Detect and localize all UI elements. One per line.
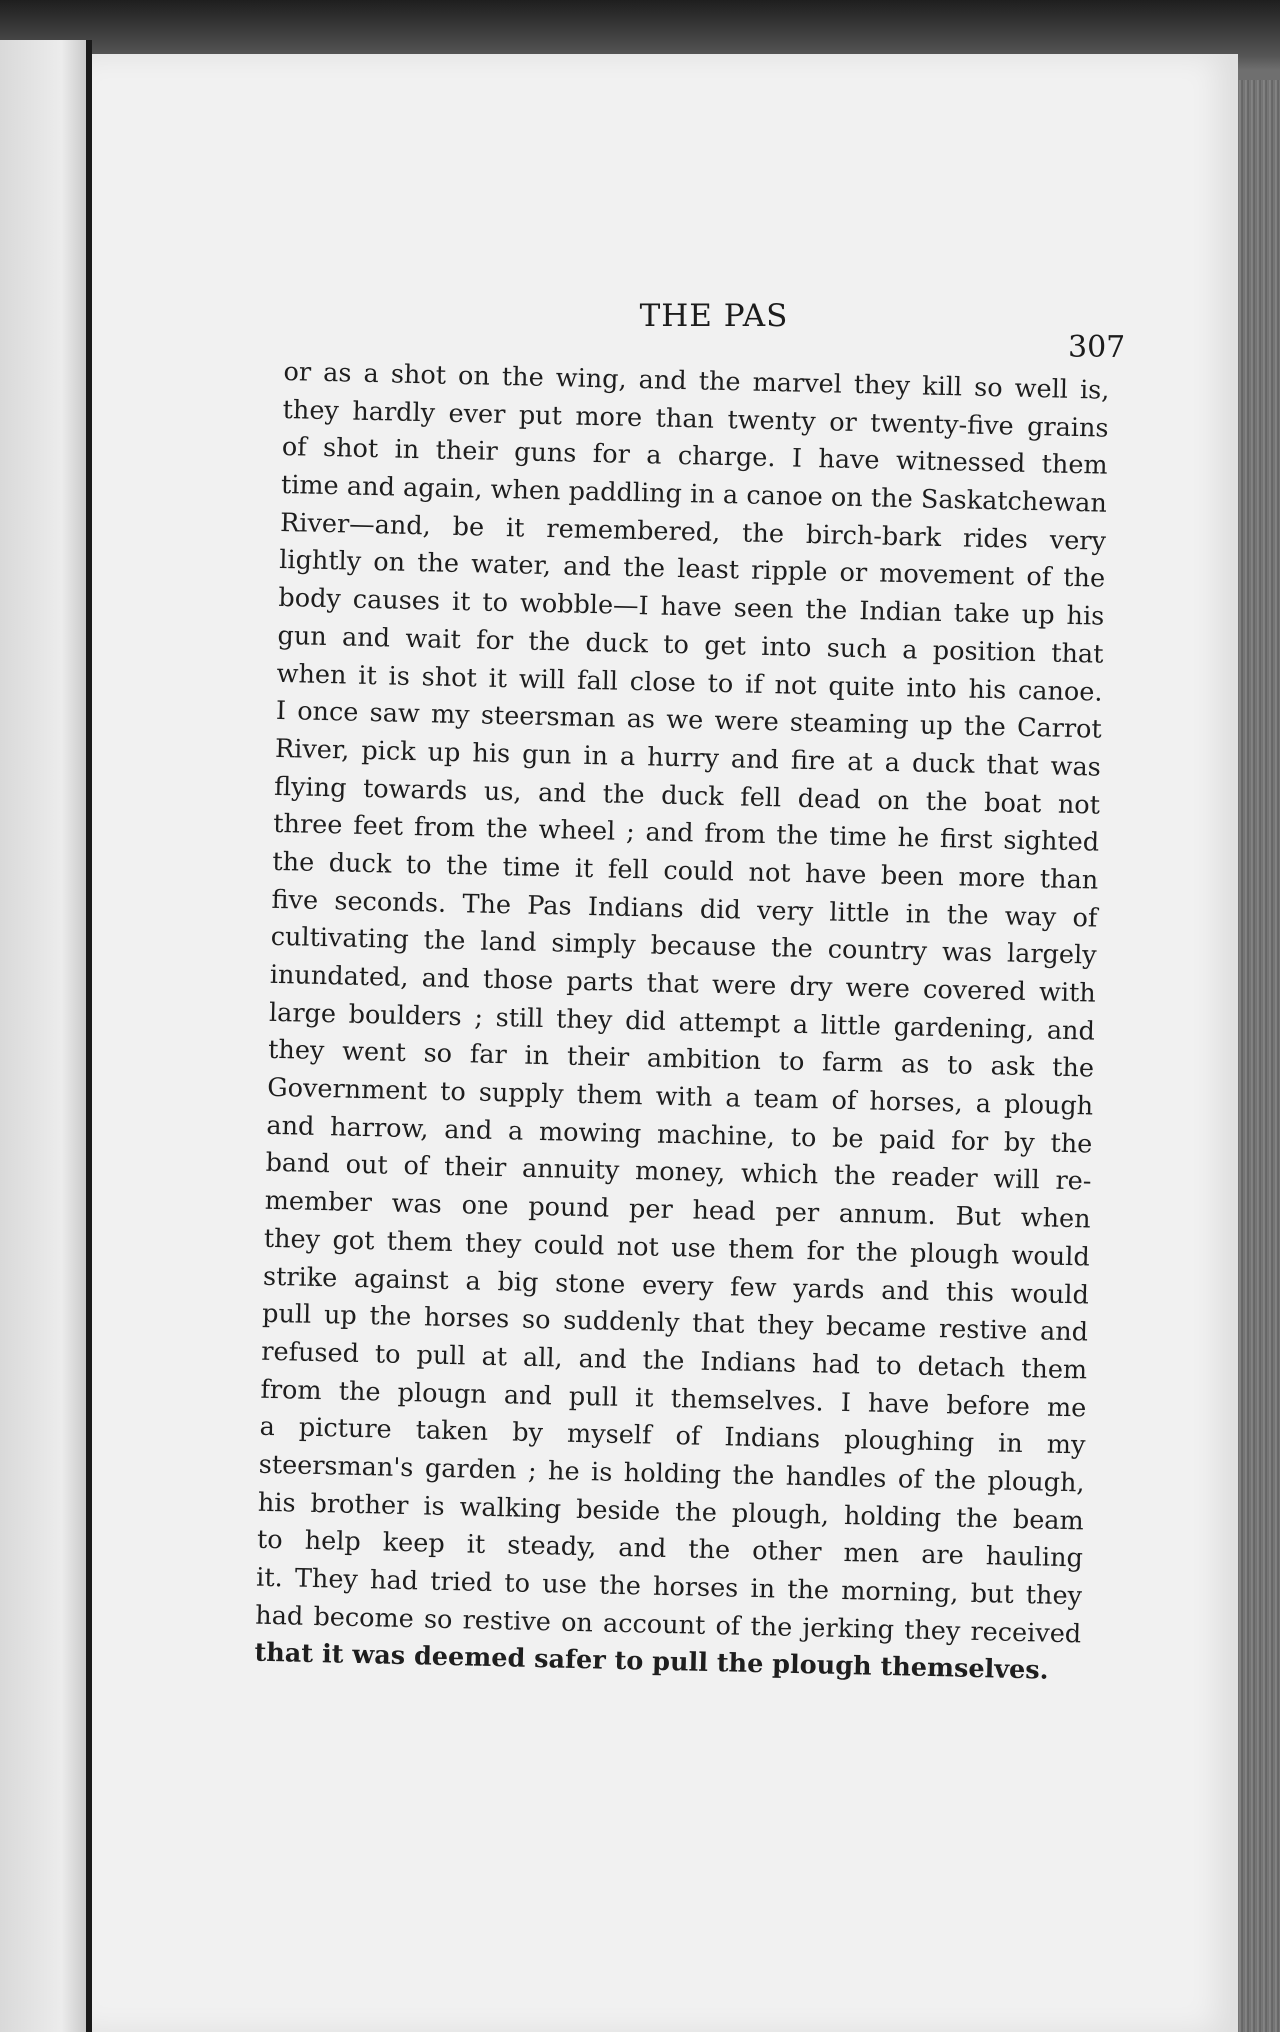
text-line: Government to supply them with a team of horses, a plough xyxy=(267,1072,1094,1122)
text-line: it. They had tried to use the horses in the morning, but they xyxy=(255,1562,1083,1612)
text-line: cultivating the land simply because the country was largely xyxy=(270,922,1097,971)
text-line: River, pick up his gun in a hurry and fire at a duck that was xyxy=(274,733,1102,783)
text-line: of shot in their guns for a charge. I have witnessed them xyxy=(281,432,1109,482)
text-line: time and again, when paddling in a canoe on the Saskatchewan xyxy=(280,470,1108,519)
running-head: THE PAS xyxy=(639,298,789,334)
text-line: member was one pound per head per annum. But when xyxy=(264,1185,1091,1235)
text-line: five seconds. The Pas Indians did very little in the way of xyxy=(271,884,1098,934)
text-line: a picture taken by myself of Indians ploughing in my xyxy=(259,1411,1086,1461)
text-line: strike against a big stone every few yards and this would xyxy=(262,1261,1090,1310)
text-line: body causes it to wobble—I have seen the Indian take up his xyxy=(278,583,1105,632)
text-line: refused to pull at all, and the Indians had to detach them xyxy=(261,1336,1088,1386)
text-line: the duck to the time it fell could not have been more than xyxy=(272,846,1099,896)
text-line: or as a shot on the wing, and the marvel they kill so well is, xyxy=(283,356,1110,406)
text-line: when it is shot it will fall close to if not quite into his canoe. xyxy=(276,658,1103,708)
text-line: lightly on the water, and the least ripple or movement of the xyxy=(278,545,1106,595)
text-line: to help keep it steady, and the other men are hauling xyxy=(256,1525,1084,1574)
text-line: band out of their annuity money, which the reader will re- xyxy=(265,1148,1092,1197)
page-stack-edge xyxy=(1238,80,1280,2032)
text-line: pull up the horses so suddenly that they became restive and xyxy=(261,1298,1089,1348)
text-line: had become so restive on account of the jerking they received xyxy=(255,1600,1082,1650)
text-line: gun and wait for the duck to get into such a position that xyxy=(277,620,1104,670)
text-line: large boulders ; still they did attempt a little gardening, and xyxy=(268,997,1096,1047)
text-line: inundated, and those parts that were dry were covered with xyxy=(269,959,1097,1009)
text-line: I once saw my steersman as we were steaming up the Carrot xyxy=(275,696,1103,745)
text-line: his brother is walking beside the plough, holding the beam xyxy=(257,1487,1085,1537)
text-line: they went so far in their ambition to farm as to ask the xyxy=(267,1035,1095,1084)
text-line: three feet from the wheel ; and from the time he first sighted xyxy=(272,809,1100,858)
text-line: they got them they could not use them for the plough would xyxy=(263,1223,1091,1273)
book-page xyxy=(92,54,1238,2032)
facing-page-edge xyxy=(0,40,88,2032)
text-line: and harrow, and a mowing machine, to be paid for by the xyxy=(266,1110,1093,1160)
text-line: steersman's garden ; he is holding the handles of the plough, xyxy=(258,1449,1085,1499)
text-line: River—and, be it remembered, the birch-bark rides very xyxy=(279,507,1107,557)
text-line: that it was deemed safer to pull the plough themselves. xyxy=(254,1638,1049,1687)
text-line: flying towards us, and the duck fell dead on the boat not xyxy=(273,771,1101,821)
page-number: 307 xyxy=(1068,330,1126,365)
text-line: from the plougn and pull it themselves. I have before me xyxy=(260,1374,1087,1424)
text-line: they hardly ever put more than twenty or twenty-five grains xyxy=(282,394,1109,444)
body-text xyxy=(254,354,1110,1691)
